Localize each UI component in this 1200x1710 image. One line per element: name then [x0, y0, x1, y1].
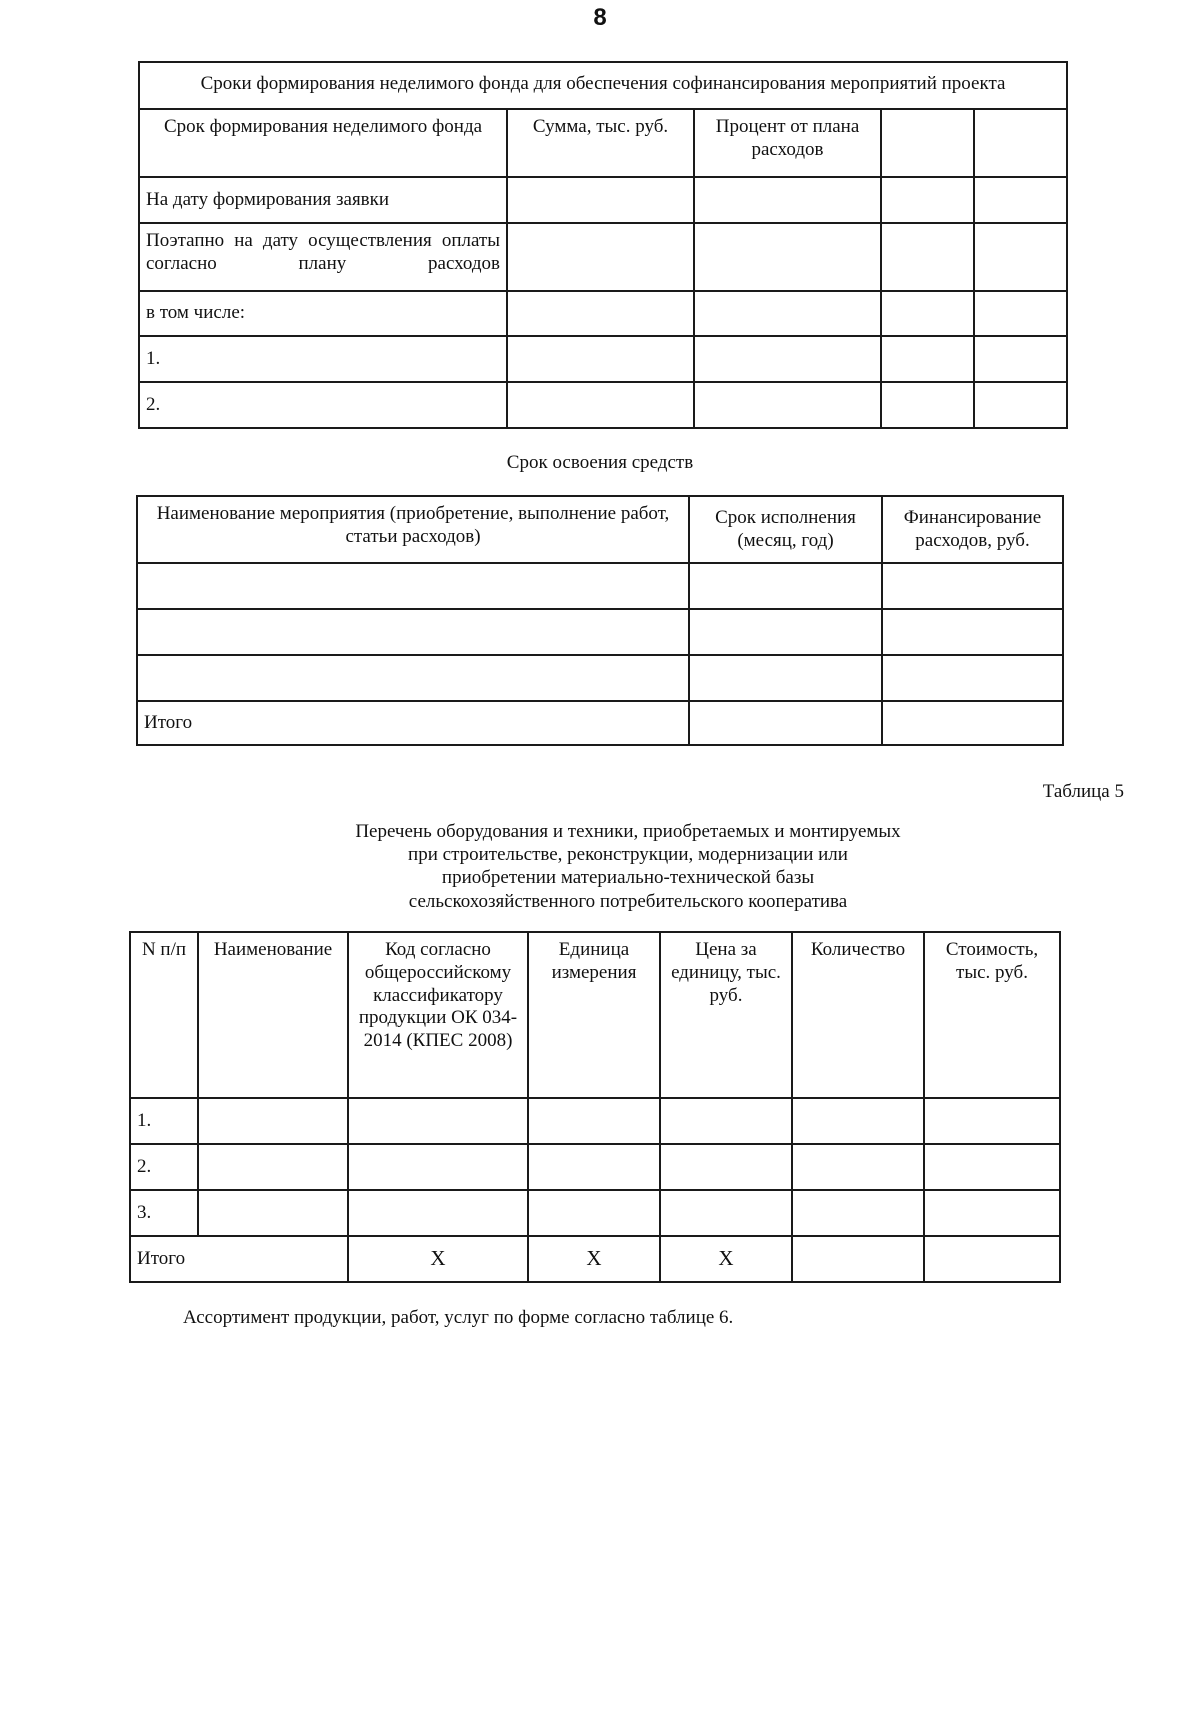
- fund-table-caption: Сроки формирования неделимого фонда для обеспечения софинансирования мероприятий проекта: [139, 62, 1067, 109]
- table5-title-line: сельскохозяйственного потребительского кооператива: [408, 890, 848, 912]
- fund-cell: [881, 382, 974, 428]
- fund-row-label: 1.: [139, 336, 507, 382]
- equipment-x-mark: X: [348, 1236, 528, 1282]
- fund-header-sum: Сумма, тыс. руб.: [507, 109, 694, 177]
- equipment-row-number: 1.: [130, 1098, 198, 1144]
- footer-note: Ассортимент продукции, работ, услуг по форме согласно таблице 6.: [183, 1307, 734, 1328]
- equipment-cell: [924, 1236, 1060, 1282]
- terms-cell: [137, 609, 689, 655]
- fund-cell: [507, 223, 694, 291]
- equipment-cell: [660, 1190, 792, 1236]
- fund-header-percent: Процент от плана расходов: [694, 109, 881, 177]
- equipment-cell: [198, 1190, 348, 1236]
- equipment-cell: [348, 1190, 528, 1236]
- table5-title-line: приобретении материально-технической базы: [441, 867, 815, 889]
- equipment-cell: [660, 1098, 792, 1144]
- terms-cell: [137, 563, 689, 609]
- equipment-cell: [528, 1098, 660, 1144]
- page-number: 8: [593, 4, 607, 31]
- equipment-header-name: Наименование: [198, 932, 348, 1098]
- terms-cell: [689, 563, 882, 609]
- fund-cell: [974, 223, 1067, 291]
- equipment-cell: [198, 1144, 348, 1190]
- terms-cell: [882, 701, 1063, 745]
- terms-total-label: Итого: [137, 701, 689, 745]
- fund-cell: [881, 291, 974, 336]
- equipment-header-number: N п/п: [130, 932, 198, 1098]
- fund-row-label: На дату формирования заявки: [139, 177, 507, 223]
- fund-cell: [974, 177, 1067, 223]
- equipment-header-cost: Стоимость, тыс. руб.: [924, 932, 1060, 1098]
- equipment-cell: [792, 1144, 924, 1190]
- fund-cell: [974, 291, 1067, 336]
- fund-cell: [694, 291, 881, 336]
- equipment-row-number: 3.: [130, 1190, 198, 1236]
- equipment-cell: [792, 1098, 924, 1144]
- fund-cell: [974, 382, 1067, 428]
- table5-title: [0, 820, 1200, 913]
- fund-cell: [881, 336, 974, 382]
- equipment-cell: [792, 1236, 924, 1282]
- table5-title-line: Перечень оборудования и техники, приобретаемых и монтируемых: [355, 821, 901, 842]
- equipment-table: [129, 931, 1061, 1283]
- terms-cell: [689, 655, 882, 701]
- fund-cell: [881, 177, 974, 223]
- equipment-cell: [660, 1144, 792, 1190]
- terms-cell: [137, 655, 689, 701]
- equipment-x-mark: X: [528, 1236, 660, 1282]
- equipment-cell: [198, 1098, 348, 1144]
- fund-row-label: Поэтапно на дату осуществления оплаты согласно плану расходов: [139, 223, 507, 291]
- fund-header-extra-2: [974, 109, 1067, 177]
- equipment-cell: [924, 1098, 1060, 1144]
- terms-cell: [882, 655, 1063, 701]
- equipment-header-price: Цена за единицу, тыс. руб.: [660, 932, 792, 1098]
- fund-row-label: 2.: [139, 382, 507, 428]
- fund-cell: [507, 336, 694, 382]
- table5-label: Таблица 5: [1042, 781, 1124, 802]
- fund-header-extra-1: [881, 109, 974, 177]
- fund-cell: [974, 336, 1067, 382]
- equipment-cell: [528, 1190, 660, 1236]
- equipment-cell: [348, 1144, 528, 1190]
- terms-section-title: Срок освоения средств: [506, 452, 694, 473]
- fund-cell: [881, 223, 974, 291]
- equipment-cell: [792, 1190, 924, 1236]
- fund-cell: [694, 382, 881, 428]
- fund-header-term: Срок формирования неделимого фонда: [139, 109, 507, 177]
- table5-title-line: при строительстве, реконструкции, модернизации или: [408, 844, 848, 866]
- terms-header-deadline: Срок исполнения (месяц, год): [689, 496, 882, 563]
- equipment-x-mark: X: [660, 1236, 792, 1282]
- fund-row-label: в том числе:: [139, 291, 507, 336]
- equipment-total-label: Итого: [130, 1236, 348, 1282]
- terms-cell: [689, 609, 882, 655]
- fund-cell: [694, 177, 881, 223]
- terms-header-activity: Наименование мероприятия (приобретение, выполнение работ, статьи расходов): [137, 496, 689, 563]
- terms-header-financing: Финансирование расходов, руб.: [882, 496, 1063, 563]
- equipment-header-code: Код согласно общероссийскому классификатору продукции ОК 034-2014 (КПЕС 2008): [348, 932, 528, 1098]
- equipment-cell: [924, 1144, 1060, 1190]
- equipment-header-unit: Единица измерения: [528, 932, 660, 1098]
- fund-cell: [694, 223, 881, 291]
- fund-cell: [507, 382, 694, 428]
- fund-cell: [694, 336, 881, 382]
- terms-cell: [689, 701, 882, 745]
- fund-cell: [507, 177, 694, 223]
- equipment-row-number: 2.: [130, 1144, 198, 1190]
- fund-cell: [507, 291, 694, 336]
- fund-formation-table: [138, 61, 1068, 429]
- equipment-cell: [924, 1190, 1060, 1236]
- terms-table: [136, 495, 1064, 746]
- terms-cell: [882, 609, 1063, 655]
- terms-cell: [882, 563, 1063, 609]
- equipment-header-quantity: Количество: [792, 932, 924, 1098]
- equipment-cell: [528, 1144, 660, 1190]
- equipment-cell: [348, 1098, 528, 1144]
